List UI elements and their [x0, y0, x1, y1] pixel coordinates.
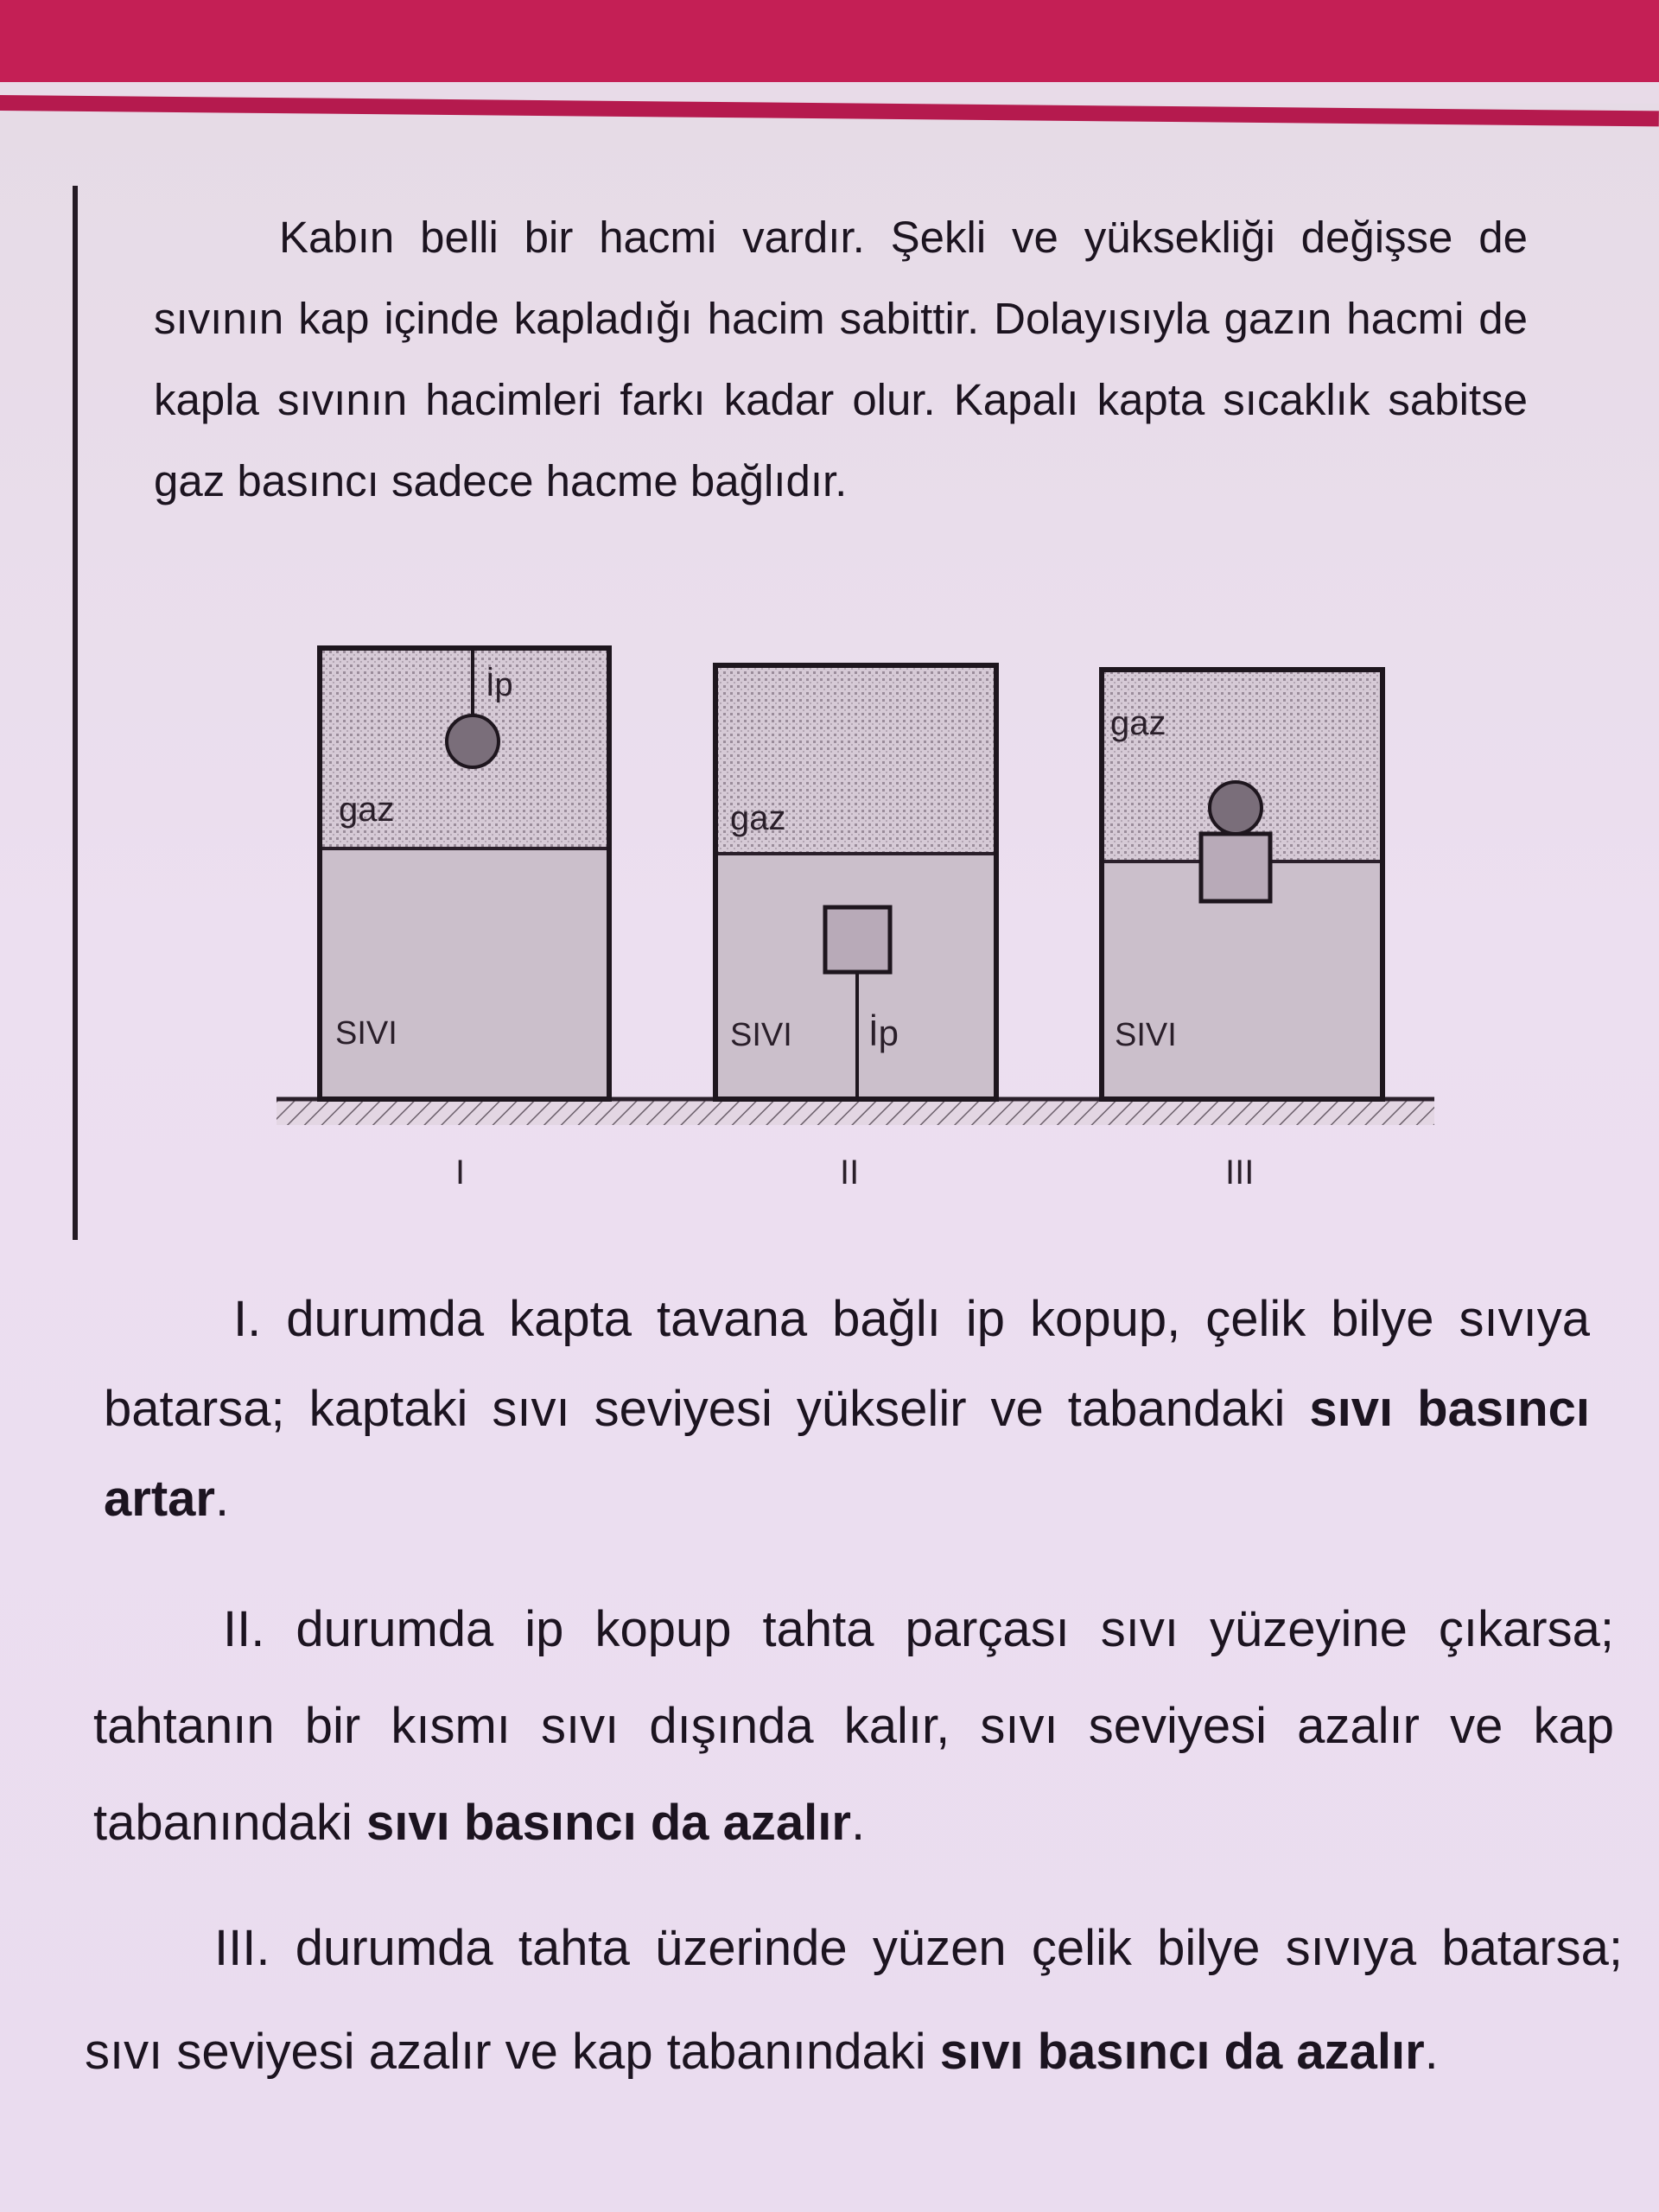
margin-rule: [73, 186, 78, 1240]
container-1-steel-ball: [447, 715, 499, 767]
container-2-numeral: II: [840, 1154, 860, 1192]
container-3-steel-ball: [1210, 782, 1262, 834]
container-1-numeral: I: [455, 1154, 466, 1192]
ground-hatch: [276, 1099, 1434, 1125]
container-3-liquid-label: SIVI: [1115, 1017, 1177, 1053]
case-1-end: .: [214, 1471, 230, 1527]
case-1-text: I. durumda kapta tavana bağlı ip kopup, çelik bilye sıvıya batarsa; kaptaki sıvı seviyesi yükselir ve tabandaki: [104, 1291, 1590, 1437]
container-1-string-label: İp: [486, 667, 513, 703]
case-2-end: .: [850, 1795, 866, 1851]
case-2-text: II. durumda ip kopup tahta parçası sıvı yüzeyine çıkarsa; tahtanın bir kısmı sıvı dışında kalır, sıvı seviyesi azalır ve kap tabanındaki: [93, 1601, 1614, 1851]
case-2-paragraph: [93, 1581, 1614, 1872]
container-1-liquid-label: SIVI: [335, 1015, 397, 1052]
container-2-wood-block: [825, 907, 890, 972]
case-3-end: .: [1424, 2024, 1439, 2080]
container-1: [320, 648, 609, 1099]
case-2-bold: sıvı basıncı da azalır: [366, 1795, 851, 1851]
containers-diagram: [259, 622, 1452, 1244]
container-3-numeral: III: [1225, 1154, 1255, 1192]
container-2-gas-label: gaz: [730, 799, 786, 837]
container-2-string-label: İp: [868, 1013, 899, 1053]
case-3-paragraph: [85, 1897, 1623, 2104]
container-3-wood-block: [1201, 834, 1270, 901]
container-figure: [259, 622, 1452, 1244]
container-3-gas-label: gaz: [1110, 704, 1166, 742]
case-3-text: III. durumda tahta üzerinde yüzen çelik bilye sıvıya batarsa; sıvı seviyesi azalır ve kap tabanındaki: [85, 1920, 1623, 2080]
container-3: [1102, 670, 1382, 1099]
container-2-liquid-label: SIVI: [730, 1017, 792, 1053]
container-1-gas-label: gaz: [339, 791, 395, 829]
container-2: [715, 665, 996, 1099]
case-3-bold: sıvı basıncı da azalır: [939, 2024, 1425, 2080]
case-1-bold: sıvı basıncı artar: [104, 1381, 1590, 1527]
intro-paragraph: Kabın belli bir hacmi vardır. Şekli ve yüksekliği değişse de sıvının kap içinde kapladığı hacim sabittir. Dolayısıyla gazın hacmi de kapla sıvının hacimleri farkı kadar olur. Kapalı kapta sıcaklık sabitse gaz basıncı sadece hacme bağlıdır.: [154, 213, 1528, 505]
case-1-paragraph: [104, 1274, 1590, 1544]
container-1-liquid: [320, 849, 609, 1099]
page-top-red-band: [0, 0, 1659, 82]
